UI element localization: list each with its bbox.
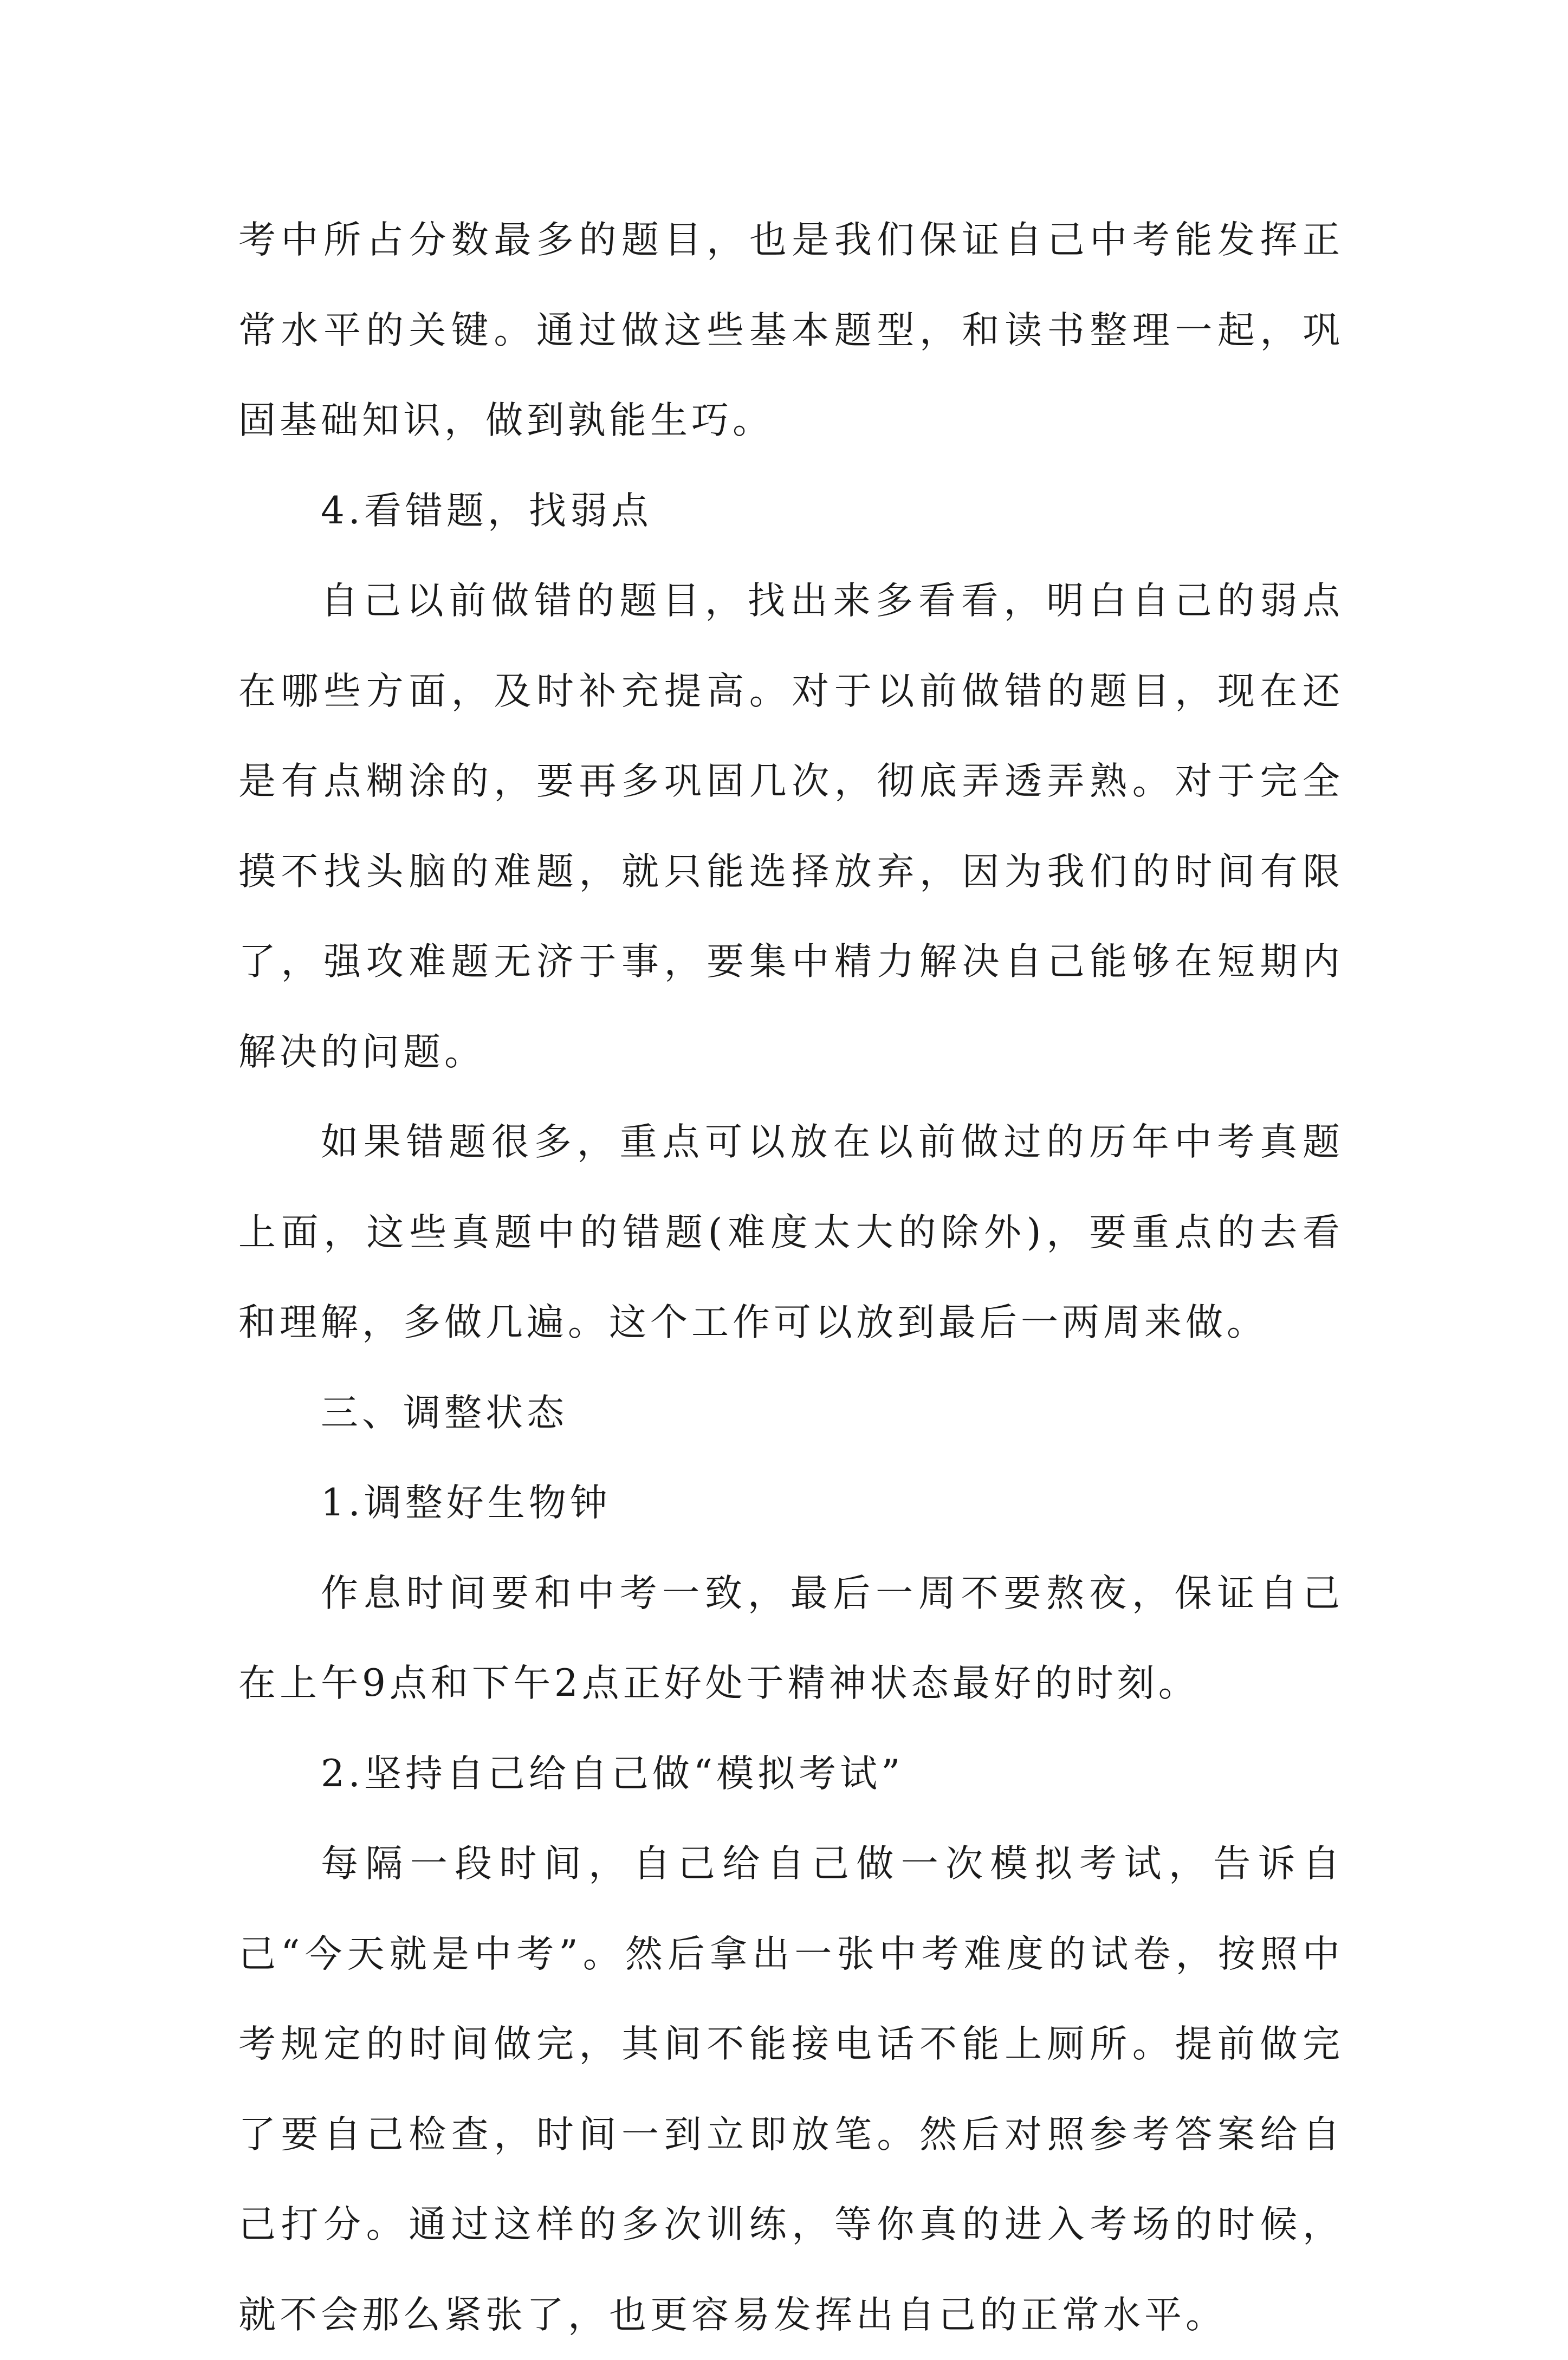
paragraph-continued: 考中所占分数最多的题目，也是我们保证自己中考能发挥正常水平的关键。通过做这些基本题型，和读书整理一起，巩固基础知识，做到孰能生巧。 — [238, 218, 1344, 442]
heading-2-mock-exam: 2.坚持自己给自己做“模拟考试” — [321, 1752, 904, 1795]
section-heading-adjust-state: 三、调整状态 — [321, 1391, 568, 1435]
paragraph-many-mistakes: 如果错题很多，重点可以放在以前做过的历年中考真题上面，这些真题中的错题(难度太大的除外)，要重点的去看和理解，多做几遍。这个工作可以放到最后一两周来做。 — [238, 1120, 1344, 1344]
paragraph-review-mistakes: 自己以前做错的题目，找出来多看看，明白自己的弱点在哪些方面，及时补充提高。对于以前做错的题目，现在还是有点糊涂的，要再多巩固几次，彻底弄透弄熟。对于完全摸不找头脑的难题，就只能选择放弃，因为我们的时间有限了，强攻难题无济于事，要集中精力解决自己能够在短期内解决的问题。 — [238, 579, 1344, 1074]
paragraph-mock-exam: 每隔一段时间，自己给自己做一次模拟考试，告诉自己“今天就是中考”。然后拿出一张中考难度的试卷，按照中考规定的时间做完，其间不能接电话不能上厕所。提前做完了要自己检查，时间一到立即放笔。然后对照参考答案给自己打分。通过这样的多次训练，等你真的进入考场的时候，就不会那么紧张了，也更容易发挥出自己的正常水平。 — [238, 1842, 1344, 2337]
heading-4-wrong-questions: 4.看错题，找弱点 — [321, 489, 652, 533]
paragraph-schedule: 作息时间要和中考一致，最后一周不要熬夜，保证自己在上午9点和下午2点正好处于精神状态最好的时刻。 — [238, 1571, 1344, 1705]
document-body — [238, 195, 1344, 2360]
heading-1-biological-clock: 1.调整好生物钟 — [321, 1481, 611, 1525]
